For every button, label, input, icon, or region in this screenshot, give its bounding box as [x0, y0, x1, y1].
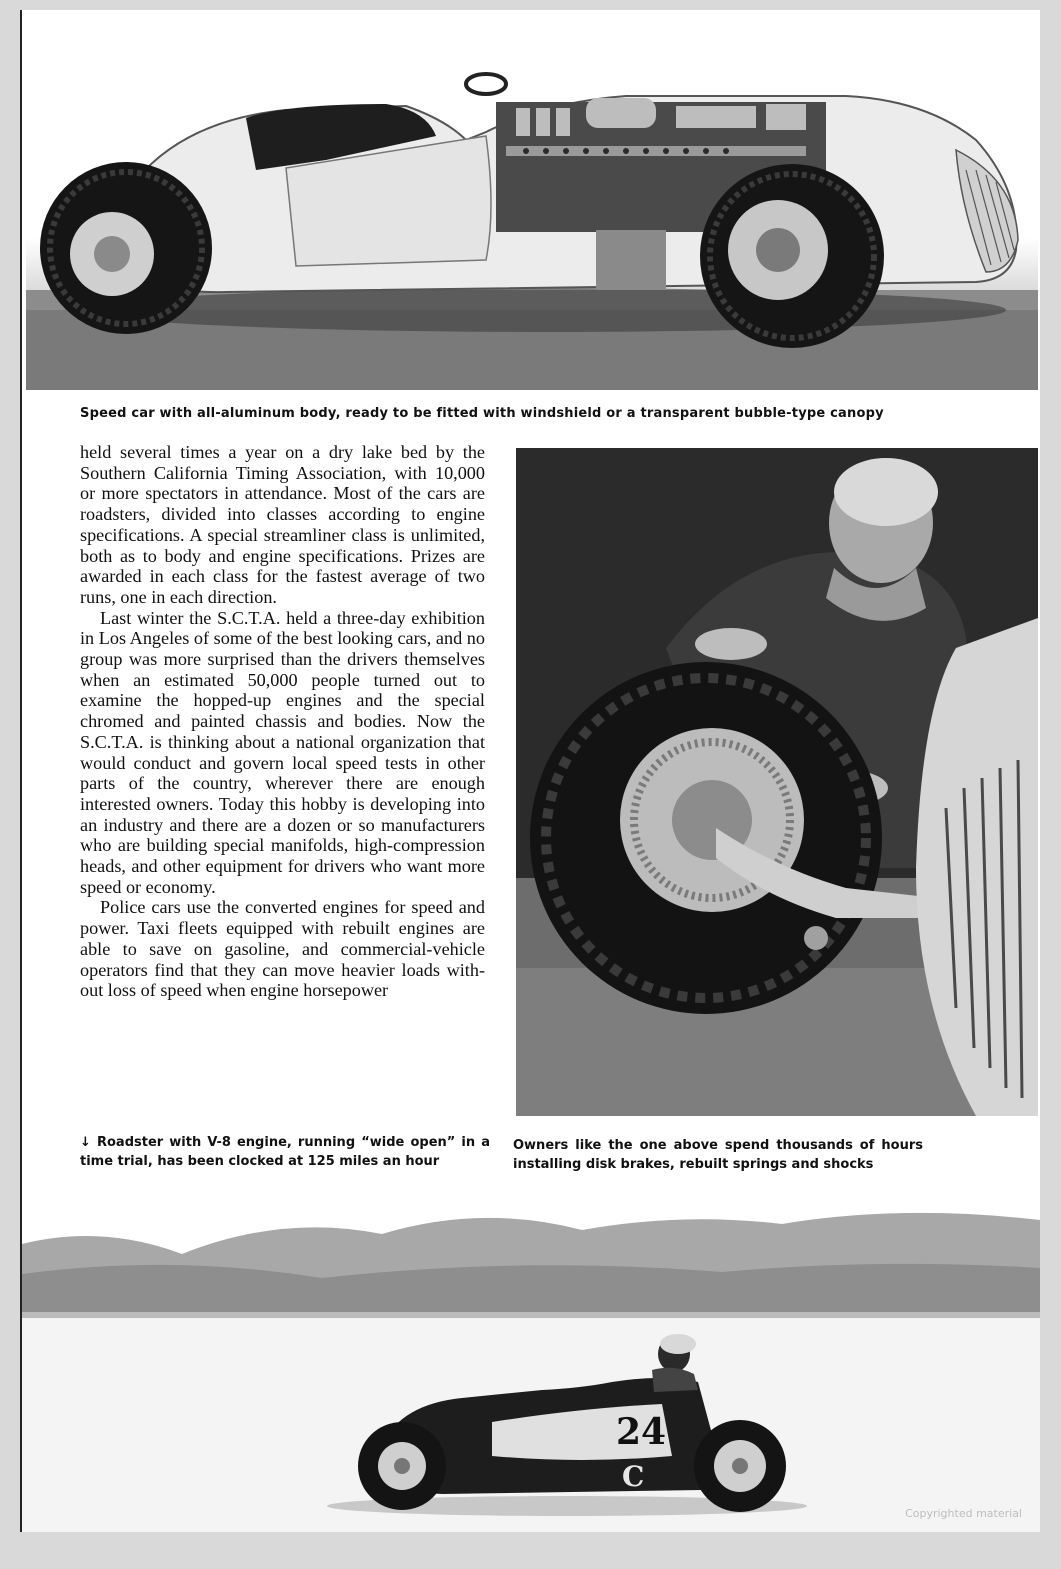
speed-car-illustration	[26, 10, 1038, 390]
top-photo-caption: Speed car with all-aluminum body, ready to be fitted with windshield or a transparent bubble-type canopy	[80, 406, 884, 421]
article-paragraph: Last winter the S.C.T.A. held a three-day exhibition in Los Angeles of some of the best looking cars, and no group was more surprised than the drivers themselves when an estimated 50,000 people turned out to examine the hopped-up engines and the special chromed and painted chassis and bodies. Now the S.C.T.A. is thinking about a national organization that would conduct and govern local speed tests in other parts of the country, wherever there are enough interested owners. Today this hobby is developing into an industry and there are a dozen or so manufacturers who are building special manifolds, high-compression heads, and other equipment for drivers who want more speed or economy.	[80, 607, 485, 897]
copyright-watermark: Copyrighted material	[905, 1507, 1022, 1520]
owner-photo-caption: Owners like the one above spend thousands of hours installing disk brakes, rebuilt springs and shocks	[513, 1138, 923, 1172]
roadster-photo	[22, 1194, 1040, 1532]
car-number: 24	[616, 1411, 667, 1453]
car-letter: C	[622, 1460, 645, 1493]
owner-wheel-photo	[516, 448, 1038, 1116]
article-body	[80, 442, 485, 1001]
article-paragraph: held several times a year on a dry lake bed by the Southern California Timing Association, with 10,000 or more spectators in attendance. Most of the cars are roadsters, divided into classes according to engine specifications. A special streamliner class is unlimited, both as to body and engine specifications. Prizes are awarded in each class for the fastest average of two runs, one in each direction.	[80, 442, 485, 607]
page-edge-mark	[22, 928, 25, 1124]
speed-car-photo	[26, 10, 1038, 390]
roadster-caption: ↓ Roadster with V-8 engine, running “wide open” in a time trial, has been clocked at 125 miles an hour	[80, 1135, 490, 1169]
roadster-illustration	[22, 1194, 1040, 1532]
owner-wheel-illustration	[516, 448, 1038, 1116]
magazine-page	[20, 10, 1040, 1532]
article-paragraph: Police cars use the converted engines for speed and power. Taxi fleets equipped with rebuilt engines are able to save on gasoline, and commercial-vehicle operators find that they can move heavier loads without loss of speed when engine horsepower	[80, 897, 485, 1001]
